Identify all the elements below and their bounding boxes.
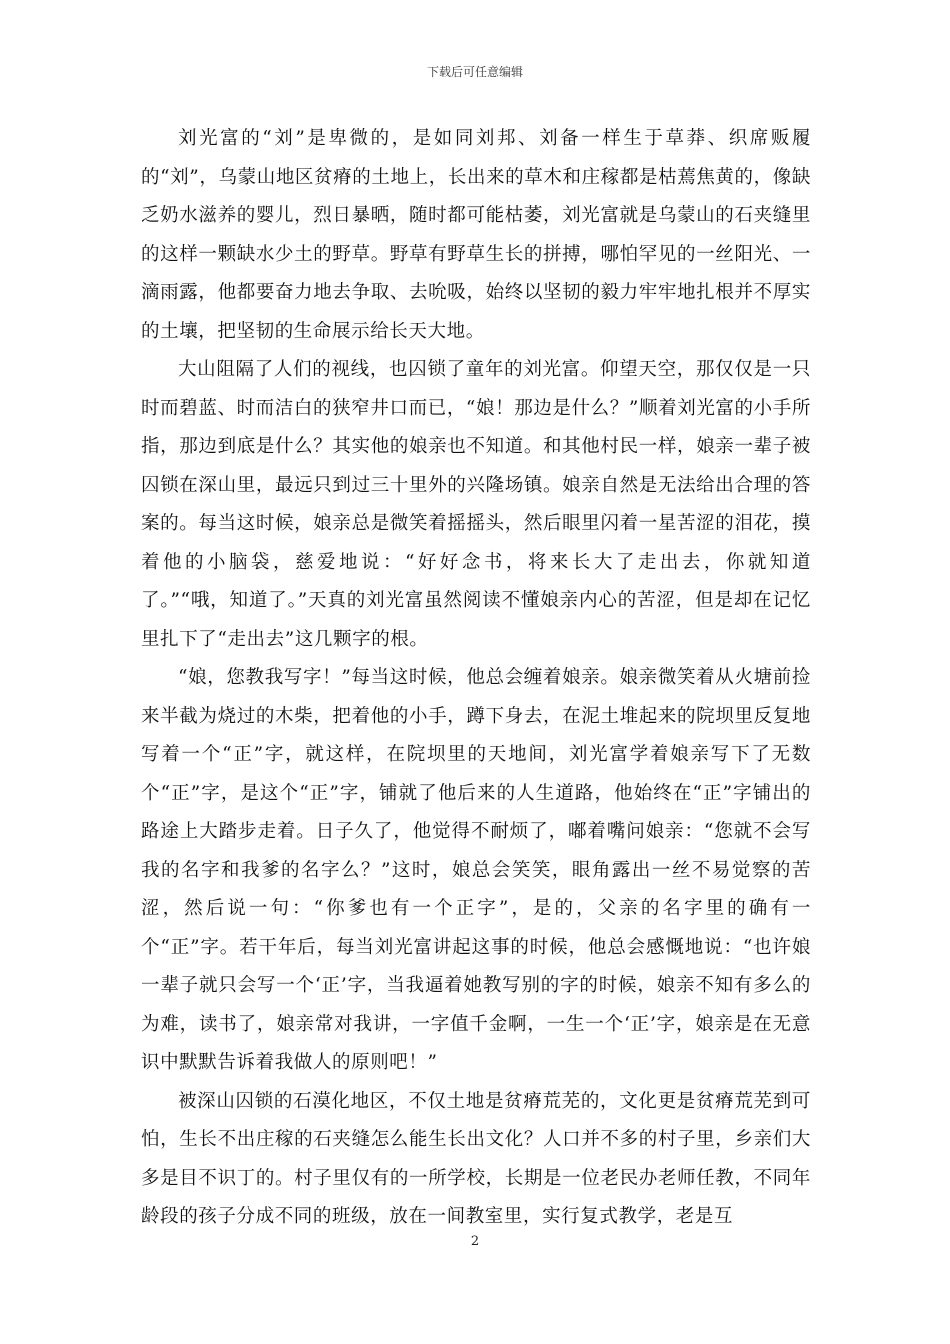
- paragraph-1: 刘光富的“刘”是卑微的，是如同刘邦、刘备一样生于草莽、织席贩履的“刘”，乌蒙山地区贫瘠的土地上，长出来的草木和庄稼都是枯蔫焦黄的，像缺乏奶水滋养的婴儿，烈日暴晒，随时都可能枯萎，刘光富就是乌蒙山的石夹缝里的这样一颗缺水少土的野草。野草有野草生长的拼搏，哪怕罕见的一丝阳光、一滴雨露，他都要奋力地去争取、去吮吸，始终以坚韧的毅力牢牢地扎根并不厚实的土壤，把坚韧的生命展示给长天大地。: [141, 128, 811, 342]
- paragraph-4: 被深山囚锁的石漠化地区，不仅土地是贫瘠荒芜的，文化更是贫瘠荒芜到可怕，生长不出庄稼的石夹缝怎么能生长出文化？人口并不多的村子里，乡亲们大多是目不识丁的。村子里仅有的一所学校，长期是一位老民办老师任教，不同年龄段的孩子分成不同的班级，放在一间教室里，实行复式教学，老是互: [141, 1090, 811, 1227]
- paragraph-3: “娘，您教我写字！”每当这时候，他总会缠着娘亲。娘亲微笑着从火塘前捡来半截为烧过的木柴，把着他的小手，蹲下身去，在泥土堆起来的院坝里反复地写着一个“正”字，就这样，在院坝里的天地间，刘光富学着娘亲写下了无数个“正”字，是这个“正”字，铺就了他后来的人生道路，他始终在“正”字铺出的路途上大踏步走着。日子久了，他觉得不耐烦了，嘟着嘴问娘亲：“您就不会写我的名字和我爹的名字么？”这时，娘总会笑笑，眼角露出一丝不易觉察的苦涩，然后说一句：“你爹也有一个正字”，是的，父亲的名字里的确有一个“正”字。若干年后，每当刘光富讲起这事的时候，他总会感慨地说：“也许娘一辈子就只会写一个‘正’字，当我逼着她教写别的字的时候，娘亲不知有多么的为难，读书了，娘亲常对我讲，一字值千金啊，一生一个‘正’字，娘亲是在无意识中默默告诉着我做人的原则吧！”: [141, 667, 811, 1073]
- page-header: 下载后可任意编辑: [426, 65, 523, 79]
- paragraph-2: 大山阻隔了人们的视线，也囚锁了童年的刘光富。仰望天空，那仅仅是一只时而碧蓝、时而洁白的狭窄井口而已，“娘！那边是什么？”顺着刘光富的小手所指，那边到底是什么？其实他的娘亲也不知道。和其他村民一样，娘亲一辈子被囚锁在深山里，最远只到过三十里外的兴隆场镇。娘亲自然是无法给出合理的答案的。每当这时候，娘亲总是微笑着摇摇头，然后眼里闪着一星苦涩的泪花，摸着他的小脑袋，慈爱地说：“好好念书，将来长大了走出去，你就知道了。”“哦，知道了。”天真的刘光富虽然阅读不懂娘亲内心的苦涩，但是却在记忆里扎下了“走出去”这几颗字的根。: [141, 359, 811, 650]
- body-text: [141, 120, 811, 1237]
- page-number: 2: [470, 1234, 480, 1249]
